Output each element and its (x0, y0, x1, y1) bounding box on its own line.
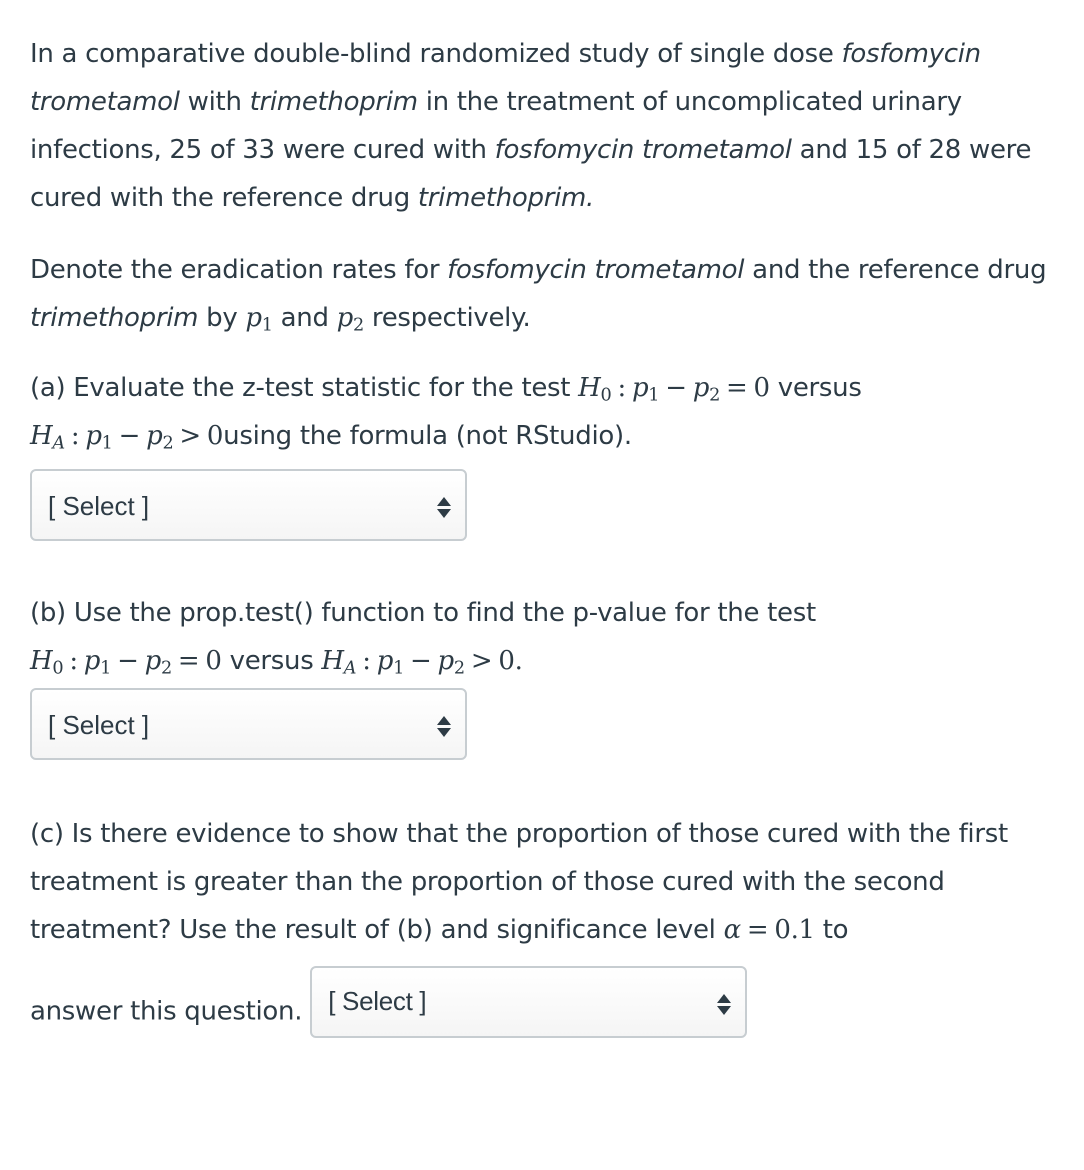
part-a-select-label: [ Select ] (48, 491, 150, 521)
math-p1: $p_1$ (245, 303, 273, 336)
updown-arrows-icon (437, 497, 451, 519)
updown-arrows-icon (717, 994, 731, 1016)
math-h0: $H_0$ (578, 373, 612, 406)
question-content (30, 30, 1070, 1048)
part-a-text: (a) Evaluate the z-test statistic for the test $H_0$ : $p_1 - p_2 = 0$ versus $H_A$ : $p_1 - p_2 > 0using$ the formula (not RStudio). (30, 373, 862, 454)
intro-paragraph: In a comparative double-blind randomized study of single dose fosfomycin trometamol with trimethoprim in the treatment of uncomplicated urinary infections, 25 of 33 were cured with fosfomycin trometamol and 15 of 28 were cured with the reference drug trimethoprim. (30, 39, 1032, 213)
part-b-select-label: [ Select ] (48, 710, 150, 740)
updown-arrows-icon (437, 716, 451, 738)
part-b-select[interactable] (30, 688, 467, 760)
math-alpha: α (723, 915, 741, 945)
part-c-answer-line: answer this question. [ Select ] (30, 976, 1070, 1048)
math-p2: $p_2$ (336, 303, 364, 336)
part-c-select-label: [ Select ] (328, 986, 427, 1016)
part-c-text: (c) Is there evidence to show that the proportion of those cured with the first treatment is greater than the proportion of those cured with the second treatment? Use the result of (b) and significance level α = 0.1 to (30, 819, 1008, 945)
denote-paragraph: Denote the eradication rates for fosfomycin trometamol and the reference drug trimethoprim by $p_1$ and $p_2$ respectively. (30, 255, 1047, 336)
part-a-select[interactable] (30, 469, 467, 541)
part-b-text: (b) Use the prop.test() function to find the p-value for the test $H_0$ : $p_1 - p_2 = 0$ versus $H_A$ : $p_1 - p_2 > 0$. (30, 598, 816, 679)
part-c-select[interactable] (310, 966, 747, 1038)
math-ha: $H_A$ (30, 421, 65, 454)
